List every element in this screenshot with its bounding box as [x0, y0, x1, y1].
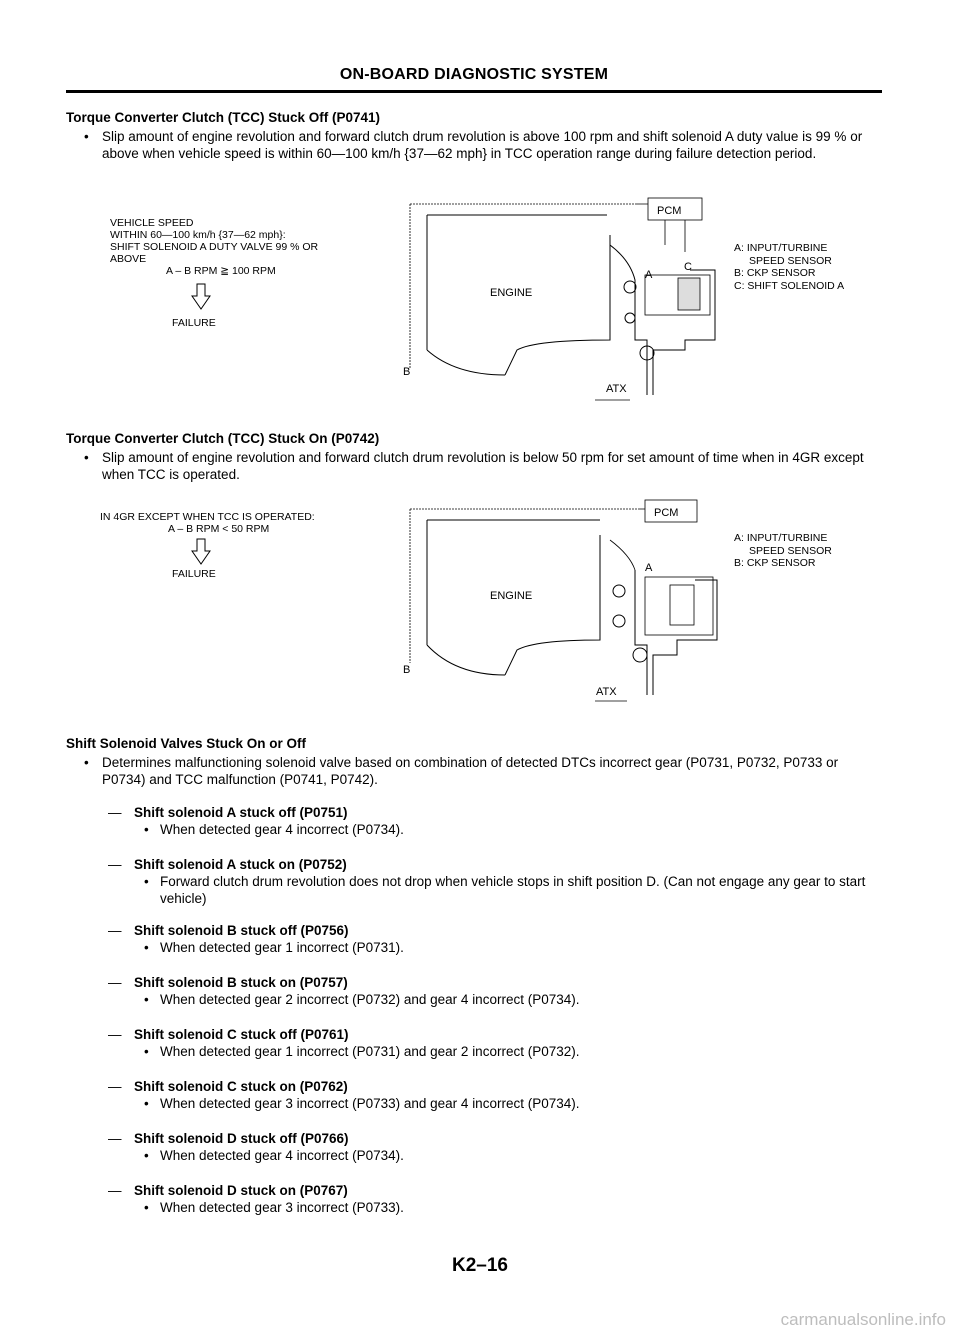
bullet-dot: • — [84, 129, 89, 144]
dash-mark: — — [108, 1183, 122, 1198]
engine-label: ENGINE — [490, 590, 533, 602]
solenoid-item-text: When detected gear 3 incorrect (P0733) and gear 4 incorrect (P0734). — [160, 1096, 580, 1111]
label-a: A — [645, 269, 653, 281]
bullet-dot: • — [144, 940, 149, 955]
dash-mark: — — [108, 805, 122, 820]
solenoid-item-title: Shift solenoid B stuck off (P0756) — [134, 923, 349, 938]
condition-rpm: A – B RPM ≧ 100 RPM — [166, 265, 276, 277]
dash-mark: — — [108, 1131, 122, 1146]
dash-mark: — — [108, 1079, 122, 1094]
label-b: B — [403, 366, 411, 378]
solenoid-item-text: When detected gear 1 incorrect (P0731). — [160, 940, 404, 955]
dash-mark: — — [108, 1027, 122, 1042]
bullet-dot: • — [84, 755, 89, 770]
solenoid-item-text: When detected gear 1 incorrect (P0731) and gear 2 incorrect (P0732). — [160, 1044, 580, 1059]
condition-line: SHIFT SOLENOID A DUTY VALVE 99 % OR — [110, 241, 319, 253]
down-arrow-icon — [190, 282, 212, 312]
legend-line: A: INPUT/TURBINE — [734, 242, 828, 254]
solenoid-item-title: Shift solenoid A stuck on (P0752) — [134, 857, 347, 872]
legend-line: C: SHIFT SOLENOID A — [734, 279, 845, 292]
atx-label: ATX — [606, 383, 627, 395]
bullet-text: Determines malfunctioning solenoid valve based on combination of detected DTCs incorrect gear (P0731, P0732, P0733 or P0734) and TCC malfunction (P0741, P0742). — [102, 755, 839, 787]
solenoid-item-title: Shift solenoid D stuck on (P0767) — [134, 1183, 348, 1198]
bullet-dot: • — [144, 1096, 149, 1111]
dash-mark: — — [108, 923, 122, 938]
bullet-dot: • — [144, 822, 149, 837]
legend-p0742 — [734, 532, 832, 570]
engine-atx-diagram-p0742 — [395, 495, 730, 710]
engine-label: ENGINE — [490, 287, 533, 299]
bullet-dot: • — [144, 1200, 149, 1215]
legend-line: B: CKP SENSOR — [734, 267, 816, 279]
section-title-shift-solenoid: Shift Solenoid Valves Stuck On or Off — [66, 736, 307, 751]
condition-line: IN 4GR EXCEPT WHEN TCC IS OPERATED: — [100, 511, 315, 523]
condition-line: ABOVE — [110, 253, 147, 265]
condition-block-p0741 — [110, 217, 318, 277]
solenoid-item-text: When detected gear 4 incorrect (P0734). — [160, 822, 404, 837]
condition-rpm: A – B RPM < 50 RPM — [168, 523, 270, 535]
solenoid-item-title: Shift solenoid C stuck off (P0761) — [134, 1027, 349, 1042]
pcm-label: PCM — [654, 507, 679, 519]
label-c: C — [684, 261, 692, 273]
solenoid-item-title: Shift solenoid B stuck on (P0757) — [134, 975, 348, 990]
legend-p0741 — [734, 242, 844, 292]
solenoid-item-text: When detected gear 3 incorrect (P0733). — [160, 1200, 404, 1215]
failure-label: FAILURE — [172, 317, 216, 329]
solenoid-item-title: Shift solenoid A stuck off (P0751) — [134, 805, 348, 820]
condition-line: VEHICLE SPEED — [110, 217, 194, 229]
down-arrow-icon — [190, 537, 212, 567]
solenoid-item-text: Forward clutch drum revolution does not drop when vehicle stops in shift position D. (Can not engage any gear to start vehicle) — [160, 874, 866, 906]
legend-line: SPEED SENSOR — [749, 544, 832, 557]
condition-line: WITHIN 60—100 km/h {37—62 mph}: — [110, 229, 286, 241]
page-title: ON-BOARD DIAGNOSTIC SYSTEM — [339, 66, 609, 83]
watermark: carmanualsonline.info — [780, 1310, 946, 1329]
dash-mark: — — [108, 975, 122, 990]
bullet-dot: • — [144, 874, 149, 889]
dash-mark: — — [108, 857, 122, 872]
bullet-text: Slip amount of engine revolution and forward clutch drum revolution is above 100 rpm and shift solenoid A duty value is 99 % or above when vehicle speed is within 60—100 km/h {37—62 mph} in TCC operation range during failure detection period. — [102, 129, 863, 161]
bullet-dot: • — [144, 1148, 149, 1163]
atx-label: ATX — [596, 686, 617, 698]
bullet-dot: • — [144, 992, 149, 1007]
solenoid-item-title: Shift solenoid C stuck on (P0762) — [134, 1079, 348, 1094]
engine-atx-diagram-p0741 — [395, 190, 730, 410]
legend-line: SPEED SENSOR — [749, 254, 832, 267]
label-a: A — [645, 562, 653, 574]
legend-line: B: CKP SENSOR — [734, 557, 816, 569]
title-rule — [66, 90, 882, 93]
solenoid-item-text: When detected gear 2 incorrect (P0732) and gear 4 incorrect (P0734). — [160, 992, 580, 1007]
solenoid-item-text: When detected gear 4 incorrect (P0734). — [160, 1148, 404, 1163]
bullet-text: Slip amount of engine revolution and forward clutch drum revolution is below 50 rpm for set amount of time when in 4GR except when TCC is operated. — [102, 450, 864, 482]
section-title-p0741: Torque Converter Clutch (TCC) Stuck Off (P0741) — [66, 110, 381, 125]
condition-block-p0742 — [100, 511, 315, 535]
label-b: B — [403, 664, 411, 676]
page-number: K2–16 — [452, 1255, 508, 1276]
bullet-dot: • — [144, 1044, 149, 1059]
failure-label: FAILURE — [172, 568, 216, 580]
section-title-p0742: Torque Converter Clutch (TCC) Stuck On (P0742) — [66, 431, 380, 446]
bullet-dot: • — [84, 450, 89, 465]
legend-line: A: INPUT/TURBINE — [734, 532, 828, 544]
pcm-label: PCM — [657, 205, 682, 217]
solenoid-item-title: Shift solenoid D stuck off (P0766) — [134, 1131, 349, 1146]
